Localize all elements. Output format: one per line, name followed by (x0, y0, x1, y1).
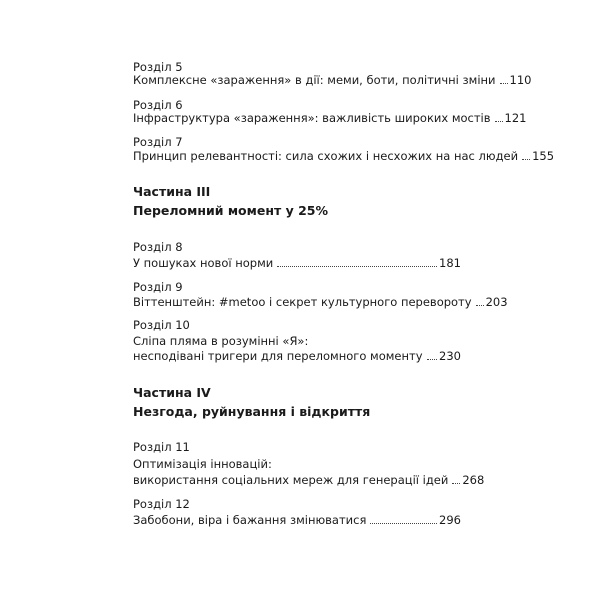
chapter-7-title: Принцип релевантності: сила схожих і несхожих на нас людей (133, 149, 519, 163)
chapter-9-entry (133, 295, 508, 309)
chapter-9-page: 203 (485, 295, 508, 309)
dot-leader (495, 121, 503, 122)
chapter-9-title: Віттенштейн: #metoo і секрет культурного перевороту (133, 295, 472, 309)
chapter-10-entry (133, 349, 461, 363)
dot-leader (370, 523, 437, 524)
chapter-8-title: У пошуках нової норми (133, 256, 274, 270)
chapter-11-entry (133, 473, 485, 487)
dot-leader (476, 305, 484, 306)
chapter-10-label: Розділ 10 (133, 318, 190, 332)
chapter-6-label: Розділ 6 (133, 98, 183, 112)
chapter-10-title-line-2: несподівані тригери для переломного моменту (133, 349, 423, 363)
chapter-5-entry (133, 73, 532, 87)
chapter-5-label: Розділ 5 (133, 60, 183, 74)
chapter-6-page: 121 (504, 111, 527, 125)
dot-leader (522, 159, 530, 160)
dot-leader (277, 266, 437, 267)
chapter-8-page: 181 (439, 256, 461, 270)
chapter-12-page: 296 (439, 513, 461, 527)
chapter-11-title-line-1: Оптимізація інновацій: (133, 457, 272, 471)
chapter-9-label: Розділ 9 (133, 280, 183, 294)
chapter-12-entry (133, 513, 461, 527)
dot-leader (500, 83, 508, 84)
part-4-label: Частина IV (133, 385, 211, 400)
chapter-10-page: 230 (439, 349, 461, 363)
chapter-8-label: Розділ 8 (133, 240, 183, 254)
chapter-5-title: Комплексне «зараження» в дії: меми, боти, політичні зміни (133, 73, 496, 87)
part-4-title: Незгода, руйнування і відкриття (133, 404, 371, 419)
chapter-7-entry (133, 149, 555, 163)
chapter-8-entry (133, 256, 461, 270)
chapter-7-label: Розділ 7 (133, 135, 183, 149)
chapter-11-title-line-2: використання соціальних мереж для генерації ідей (133, 473, 449, 487)
chapter-6-entry (133, 111, 527, 125)
chapter-11-page: 268 (462, 473, 485, 487)
part-3-label: Частина III (133, 184, 211, 199)
part-3-title: Переломний момент у 25% (133, 203, 328, 218)
chapter-6-title: Інфраструктура «зараження»: важливість широких мостів (133, 111, 491, 125)
dot-leader (427, 359, 438, 360)
chapter-5-page: 110 (509, 73, 532, 87)
chapter-12-label: Розділ 12 (133, 497, 190, 511)
chapter-7-page: 155 (532, 149, 555, 163)
chapter-10-title-line-1: Сліпа пляма в розумінні «Я»: (133, 334, 309, 348)
chapter-11-label: Розділ 11 (133, 440, 190, 454)
chapter-12-title: Забобони, віра і бажання змінюватися (133, 513, 367, 527)
dot-leader (452, 483, 460, 484)
